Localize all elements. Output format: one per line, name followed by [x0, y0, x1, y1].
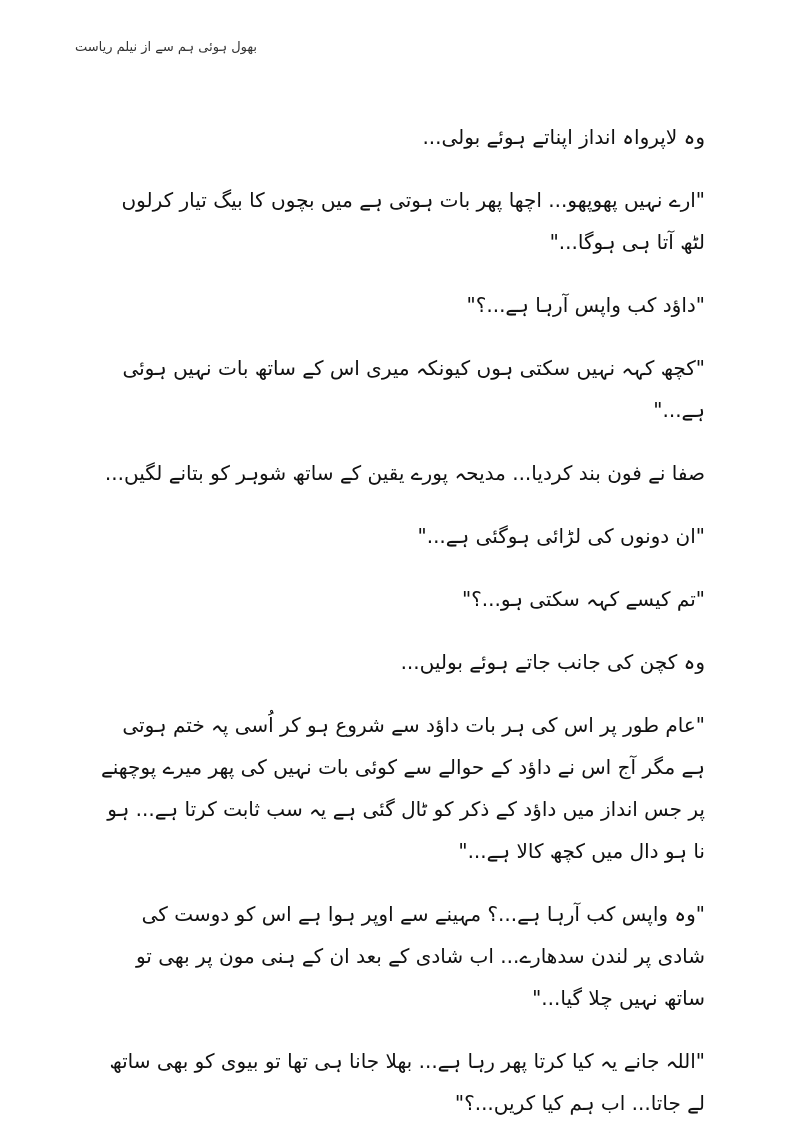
paragraph: "عام طور پر اس کی ہر بات داؤد سے شروع ہو کر اُسی پہ ختم ہوتی ہے مگر آج اس نے داؤد کے حوالے سے کوئی بات نہیں کی پھر میرے پوچھنے پر جس انداز میں داؤد کے ذکر کو ٹال گئی ہے یہ سب ثابت کرتا ہے... ہو نا ہو دال میں کچھ کالا ہے...": [101, 713, 705, 863]
paragraph: "تم کیسے کہہ سکتی ہو...؟": [461, 587, 705, 611]
paragraph: وہ لاپرواہ انداز اپناتے ہوئے بولی...: [422, 125, 705, 149]
document-body: [95, 116, 705, 1145]
paragraph: "ارے نہیں پھوپھو... اچھا پھر بات ہوتی ہے میں بچوں کا بیگ تیار کرلوں لٹھ آتا ہی ہوگا...": [121, 188, 705, 254]
document-header: بھول ہوئی ہم سے از نیلم ریاست: [74, 40, 257, 55]
paragraph: "کچھ کہہ نہیں سکتی ہوں کیونکہ میری اس کے ساتھ بات نہیں ہوئی ہے...": [122, 356, 705, 422]
paragraph: صفا نے فون بند کردیا... مدیحہ پورے یقین کے ساتھ شوہر کو بتانے لگیں...: [104, 461, 705, 485]
paragraph: "داؤد کب واپس آرہا ہے...؟": [466, 293, 705, 317]
paragraph: وہ کچن کی جانب جاتے ہوئے بولیں...: [400, 650, 705, 674]
paragraph: "اللہ جانے یہ کیا کرتا پھر رہا ہے... بھلا جانا ہی تھا تو بیوی کو بھی ساتھ لے جاتا... اب ہم کیا کریں...؟": [109, 1049, 705, 1115]
paragraph: "ان دونوں کی لڑائی ہوگئی ہے...": [417, 524, 705, 548]
paragraph: "وہ واپس کب آرہا ہے...؟ مہینے سے اوپر ہوا ہے اس کو دوست کی شادی پر لندن سدھارے... اب شادی کے بعد ان کے ہنی مون پر بھی تو ساتھ نہیں چلا گیا...": [135, 902, 705, 1010]
